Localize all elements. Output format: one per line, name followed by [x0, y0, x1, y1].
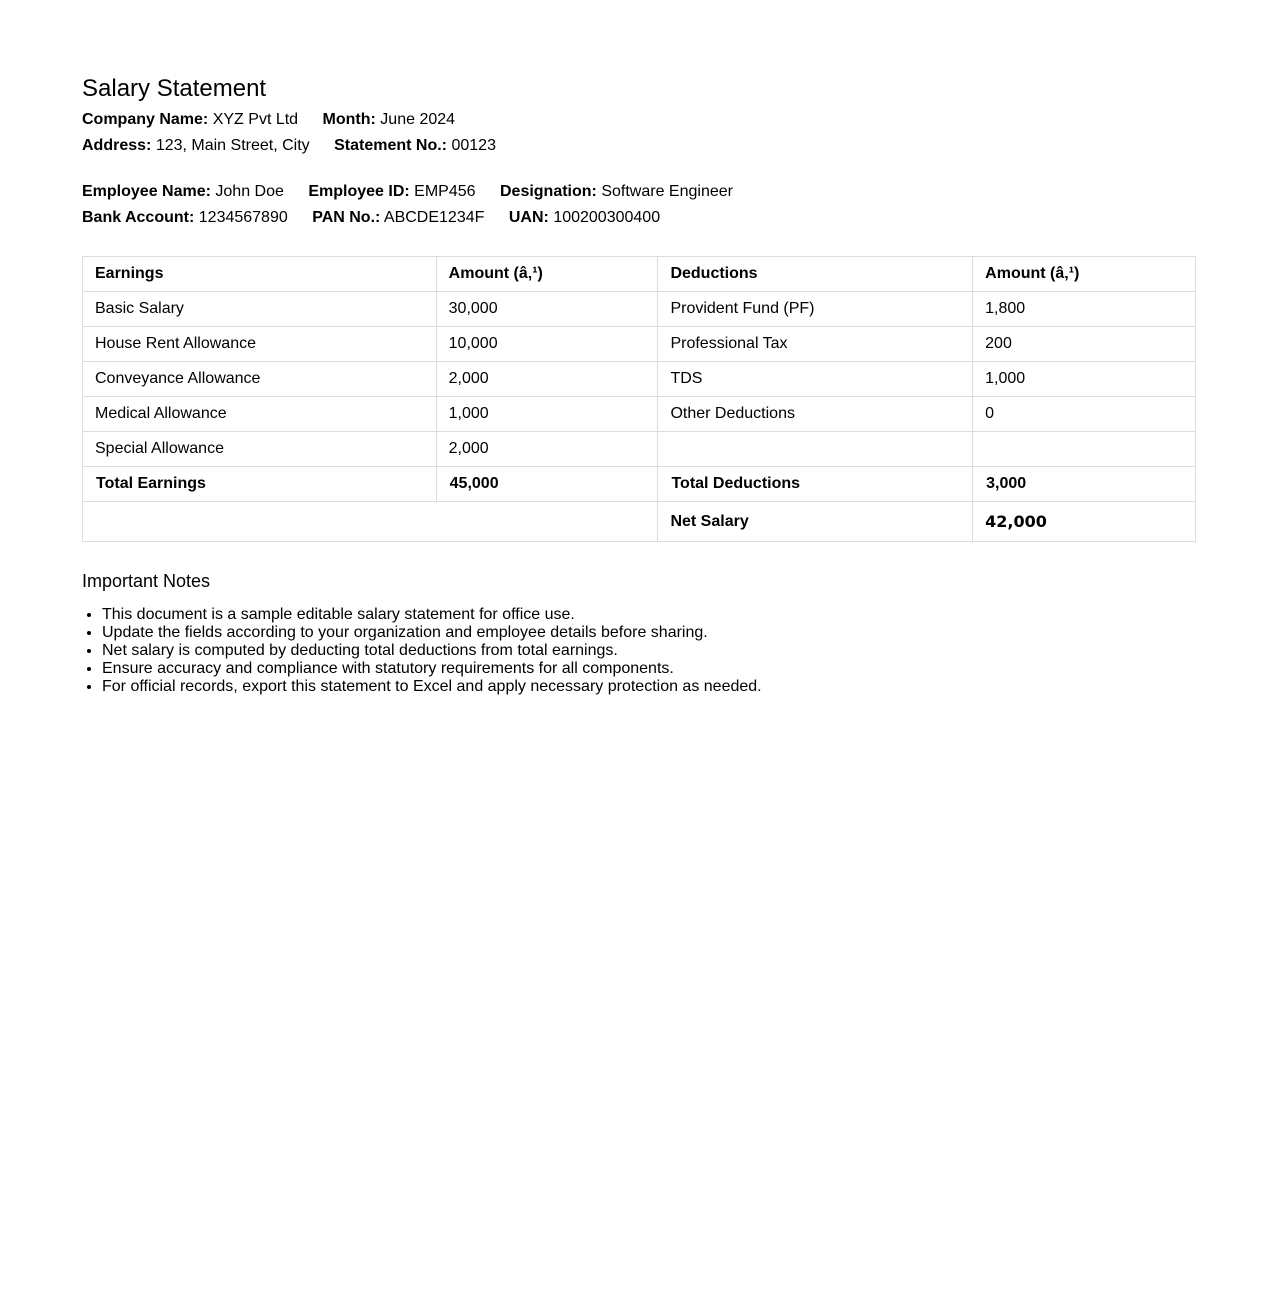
- deduction-name: Other Deductions: [658, 397, 973, 432]
- earning-name: Conveyance Allowance: [83, 362, 437, 397]
- earning-amount: 30,000: [436, 292, 658, 327]
- designation-value: Software Engineer: [601, 183, 733, 200]
- earning-amount: 1,000: [436, 397, 658, 432]
- deduction-amount: [973, 432, 1196, 467]
- deduction-amount: 1,800: [973, 292, 1196, 327]
- bank-account-label: Bank Account:: [82, 209, 195, 226]
- net-salary-row: [83, 502, 1196, 542]
- uan-field: [509, 205, 660, 231]
- company-info: [82, 107, 1196, 159]
- notes-title: Important Notes: [82, 571, 211, 591]
- table-row: [83, 362, 1196, 397]
- total-earnings-value: 45,000: [436, 467, 658, 502]
- employee-id-value: EMP456: [414, 183, 476, 200]
- statement-no-field: [334, 133, 496, 159]
- deduction-amount: 1,000: [973, 362, 1196, 397]
- address-field: [82, 133, 310, 159]
- net-salary-label: Net Salary: [658, 502, 973, 542]
- salary-statement-page: [82, 74, 1196, 696]
- earning-name: Medical Allowance: [83, 397, 437, 432]
- employee-name-field: [82, 179, 284, 205]
- employee-info: [82, 179, 1196, 231]
- company-name-label: Company Name:: [82, 111, 209, 128]
- earning-amount: 2,000: [436, 432, 658, 467]
- company-line-1: [82, 107, 1196, 133]
- header-earnings-amount: Amount (â‚¹): [436, 257, 658, 292]
- header-deductions: Deductions: [658, 257, 973, 292]
- earning-name: Special Allowance: [83, 432, 437, 467]
- table-row: [83, 397, 1196, 432]
- list-item: • This document is a sample editable salary statement for office use.: [102, 606, 1196, 624]
- table-row: [83, 327, 1196, 362]
- deduction-name: Provident Fund (PF): [658, 292, 973, 327]
- bank-account-field: [82, 205, 288, 231]
- totals-row: [83, 467, 1196, 502]
- address-label: Address:: [82, 137, 152, 154]
- deduction-name: [658, 432, 973, 467]
- employee-name-value: John Doe: [215, 183, 284, 200]
- table-row: [83, 292, 1196, 327]
- uan-value: 100200300400: [553, 209, 661, 226]
- list-item: • Net salary is computed by deducting total deductions from total earnings.: [102, 642, 1196, 660]
- bank-account-value: 1234567890: [198, 209, 288, 226]
- net-salary-spacer: [83, 502, 658, 542]
- employee-name-label: Employee Name:: [82, 183, 211, 200]
- deduction-amount: 200: [973, 327, 1196, 362]
- company-name-value: XYZ Pvt Ltd: [212, 111, 299, 128]
- earning-amount: 2,000: [436, 362, 658, 397]
- page-title: Salary Statement: [82, 75, 267, 102]
- notes-list: [82, 606, 1196, 696]
- list-item: • For official records, export this statement to Excel and apply necessary protection as needed.: [102, 678, 1196, 696]
- list-item: • Update the fields according to your organization and employee details before sharing.: [102, 624, 1196, 642]
- employee-line-2: [82, 205, 1196, 231]
- header-earnings: Earnings: [83, 257, 437, 292]
- employee-id-field: [308, 179, 475, 205]
- deduction-name: TDS: [658, 362, 973, 397]
- employee-id-label: Employee ID:: [308, 183, 410, 200]
- designation-field: [500, 179, 733, 205]
- company-line-2: [82, 133, 1196, 159]
- month-field: [323, 107, 456, 133]
- header-deductions-amount: Amount (â‚¹): [973, 257, 1196, 292]
- table-header-row: [83, 257, 1196, 292]
- company-name-field: [82, 107, 298, 133]
- address-value: 123, Main Street, City: [155, 137, 310, 154]
- month-label: Month:: [322, 111, 376, 128]
- net-salary-value: 42,000: [973, 502, 1196, 542]
- salary-table: [82, 256, 1196, 542]
- total-deductions-label: Total Deductions: [658, 467, 973, 502]
- deduction-name: Professional Tax: [658, 327, 973, 362]
- total-earnings-label: Total Earnings: [83, 467, 437, 502]
- statement-no-value: 00123: [451, 137, 496, 154]
- deduction-amount: 0: [973, 397, 1196, 432]
- earning-name: House Rent Allowance: [83, 327, 437, 362]
- uan-label: UAN:: [508, 209, 549, 226]
- table-row: [83, 432, 1196, 467]
- designation-label: Designation:: [499, 183, 597, 200]
- statement-no-label: Statement No.:: [334, 137, 448, 154]
- pan-value: ABCDE1234F: [383, 209, 485, 226]
- list-item: • Ensure accuracy and compliance with statutory requirements for all components.: [102, 660, 1196, 678]
- employee-line-1: [82, 179, 1196, 205]
- total-deductions-value: 3,000: [973, 467, 1196, 502]
- month-value: June 2024: [380, 111, 456, 128]
- pan-field: [312, 205, 484, 231]
- earning-name: Basic Salary: [83, 292, 437, 327]
- earning-amount: 10,000: [436, 327, 658, 362]
- pan-label: PAN No.:: [312, 209, 381, 226]
